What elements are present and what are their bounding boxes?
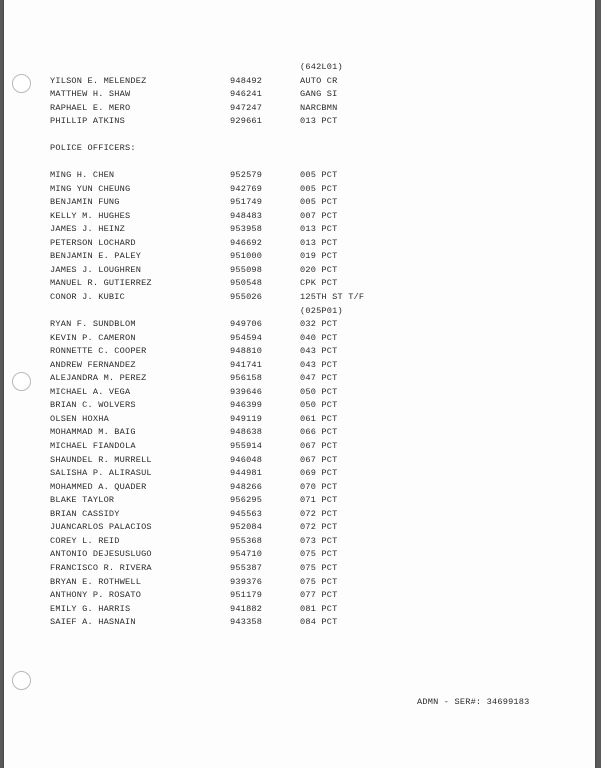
officer-name: ALEJANDRA M. PEREZ xyxy=(50,373,147,384)
officer-id: 954710 xyxy=(230,549,263,560)
officer-id: 951179 xyxy=(230,590,263,601)
officer-id: 943358 xyxy=(230,617,263,628)
officer-name: JAMES J. HEINZ xyxy=(50,224,125,235)
officer-id: 955914 xyxy=(230,441,263,451)
officer-command: 005 PCT xyxy=(300,197,338,208)
officer-command: 013 PCT xyxy=(300,224,338,235)
officer-id: 953958 xyxy=(230,224,263,235)
officer-id: 946692 xyxy=(230,237,263,248)
officer-id: 955026 xyxy=(230,291,263,302)
officer-command: 061 PCT xyxy=(300,413,338,424)
officer-id: 956295 xyxy=(230,495,263,506)
punch-hole-bottom xyxy=(12,671,31,690)
officer-name: RONNETTE C. COOPER xyxy=(50,346,147,357)
punch-hole-middle xyxy=(12,372,31,391)
officer-command: 050 PCT xyxy=(300,400,338,411)
officer-command: 072 PCT xyxy=(300,522,338,533)
officer-id: 941882 xyxy=(230,603,263,614)
officer-name: JUANCARLOS PALACIOS xyxy=(50,522,152,533)
officer-name: KELLY M. HUGHES xyxy=(50,210,131,221)
officer-command: 013 PCT xyxy=(300,237,338,248)
officer-command: GANG SI xyxy=(300,89,338,100)
top-note-text: (642L01) xyxy=(300,62,343,72)
officer-id: 946399 xyxy=(230,400,263,411)
officer-name: ANTHONY P. ROSATO xyxy=(50,590,142,601)
officer-command: 019 PCT xyxy=(300,251,338,262)
officer-command: 005 PCT xyxy=(300,183,338,194)
officer-name: SALISHA P. ALIRASUL xyxy=(50,468,152,479)
officer-name: BLAKE TAYLOR xyxy=(50,495,115,506)
officer-id: 951749 xyxy=(230,197,263,208)
officer-name: MOHAMMED A. QUADER xyxy=(50,481,147,492)
officer-id: 948266 xyxy=(230,481,263,492)
officer-id: 956158 xyxy=(230,373,263,384)
officer-name: RYAN F. SUNDBLOM xyxy=(50,319,136,330)
officer-id: 949119 xyxy=(230,413,263,424)
section-header-text: POLICE OFFICERS: xyxy=(50,143,136,153)
officer-command: 075 PCT xyxy=(300,562,338,573)
officer-command: 007 PCT xyxy=(300,210,338,221)
officer-name: BRYAN E. ROTHWELL xyxy=(50,576,142,587)
officer-id: 950548 xyxy=(230,278,263,289)
officer-name: BENJAMIN E. PALEY xyxy=(50,251,142,262)
officer-name: MANUEL R. GUTIERREZ xyxy=(50,278,152,289)
officer-name: MING H. CHEN xyxy=(50,170,115,180)
officer-id: 952084 xyxy=(230,522,263,533)
officer-name: OLSEN HOXHA xyxy=(50,413,109,424)
officer-command: 067 PCT xyxy=(300,454,338,465)
officer-command: AUTO CR xyxy=(300,75,338,86)
officer-name: MOHAMMAD M. BAIG xyxy=(50,427,136,438)
officer-id: 948492 xyxy=(230,75,263,86)
officer-name: FRANCISCO R. RIVERA xyxy=(50,562,152,573)
officer-command: 069 PCT xyxy=(300,468,338,479)
officer-command: 066 PCT xyxy=(300,427,338,438)
officer-id: 949706 xyxy=(230,319,263,330)
officer-command: 005 PCT xyxy=(300,170,338,180)
officer-name: ANDREW FERNANDEZ xyxy=(50,359,136,370)
officer-name: BRIAN CASSIDY xyxy=(50,508,120,519)
officer-name: KEVIN P. CAMERON xyxy=(50,332,136,343)
officer-name: JAMES J. LOUGHREN xyxy=(50,264,142,275)
officer-command: 013 PCT xyxy=(300,116,338,127)
officer-name: MING YUN CHEUNG xyxy=(50,183,131,194)
officer-name: BENJAMIN FUNG xyxy=(50,197,120,208)
officer-command: 047 PCT xyxy=(300,373,338,384)
officer-name: YILSON E. MELENDEZ xyxy=(50,75,147,86)
document-page xyxy=(4,0,595,768)
officer-command: 081 PCT xyxy=(300,603,338,614)
officer-command: (025P01) xyxy=(300,305,343,316)
officer-name: BRIAN C. WOLVERS xyxy=(50,400,136,411)
officer-command: 050 PCT xyxy=(300,386,338,397)
officer-name: MICHAEL FIANDOLA xyxy=(50,441,136,451)
officer-command: 040 PCT xyxy=(300,332,338,343)
officer-id: 939646 xyxy=(230,386,263,397)
officer-command: 032 PCT xyxy=(300,319,338,330)
officer-id: 952579 xyxy=(230,170,263,180)
officer-id: 946241 xyxy=(230,89,263,100)
officer-command: CPK PCT xyxy=(300,278,338,289)
officer-id: 954594 xyxy=(230,332,263,343)
officer-command: 043 PCT xyxy=(300,346,338,357)
officer-name: RAPHAEL E. MERO xyxy=(50,102,131,113)
officer-id: 939376 xyxy=(230,576,263,587)
officer-command: 070 PCT xyxy=(300,481,338,492)
officer-name: MATTHEW H. SHAW xyxy=(50,89,131,100)
officer-command: 077 PCT xyxy=(300,590,338,601)
officer-id: 941741 xyxy=(230,359,263,370)
officer-id: 947247 xyxy=(230,102,263,113)
officer-name: SHAUNDEL R. MURRELL xyxy=(50,454,152,465)
officer-command: 084 PCT xyxy=(300,617,338,628)
officer-id: 942769 xyxy=(230,183,263,194)
officer-command: 125TH ST T/F xyxy=(300,291,365,302)
officer-id: 955368 xyxy=(230,535,263,546)
officer-id: 946048 xyxy=(230,454,263,465)
officer-name: EMILY G. HARRIS xyxy=(50,603,131,614)
officer-id: 955098 xyxy=(230,264,263,275)
officer-command: 073 PCT xyxy=(300,535,338,546)
punch-hole-top xyxy=(12,74,31,93)
officer-name: CONOR J. KUBIC xyxy=(50,291,125,302)
footer-serial: ADMN - SER#: 34699183 xyxy=(417,697,530,707)
officer-command: 067 PCT xyxy=(300,441,338,451)
officer-id: 945563 xyxy=(230,508,263,519)
officer-command: 075 PCT xyxy=(300,549,338,560)
officer-command: 072 PCT xyxy=(300,508,338,519)
officer-command: NARCBMN xyxy=(300,102,338,113)
officer-id: 955387 xyxy=(230,562,263,573)
officer-name: MICHAEL A. VEGA xyxy=(50,386,131,397)
officer-id: 944981 xyxy=(230,468,263,479)
officer-id: 948483 xyxy=(230,210,263,221)
officer-name: ANTONIO DEJESUSLUGO xyxy=(50,549,152,560)
officer-id: 929661 xyxy=(230,116,263,127)
officer-command: 020 PCT xyxy=(300,264,338,275)
officer-command: 075 PCT xyxy=(300,576,338,587)
officer-name: COREY L. REID xyxy=(50,535,120,546)
officer-command: 071 PCT xyxy=(300,495,338,506)
officer-command: 043 PCT xyxy=(300,359,338,370)
officer-id: 948810 xyxy=(230,346,263,357)
officer-id: 948638 xyxy=(230,427,263,438)
officer-name: SAIEF A. HASNAIN xyxy=(50,617,136,628)
officer-id: 951000 xyxy=(230,251,263,262)
officer-name: PETERSON LOCHARD xyxy=(50,237,136,248)
officer-name: PHILLIP ATKINS xyxy=(50,116,125,127)
